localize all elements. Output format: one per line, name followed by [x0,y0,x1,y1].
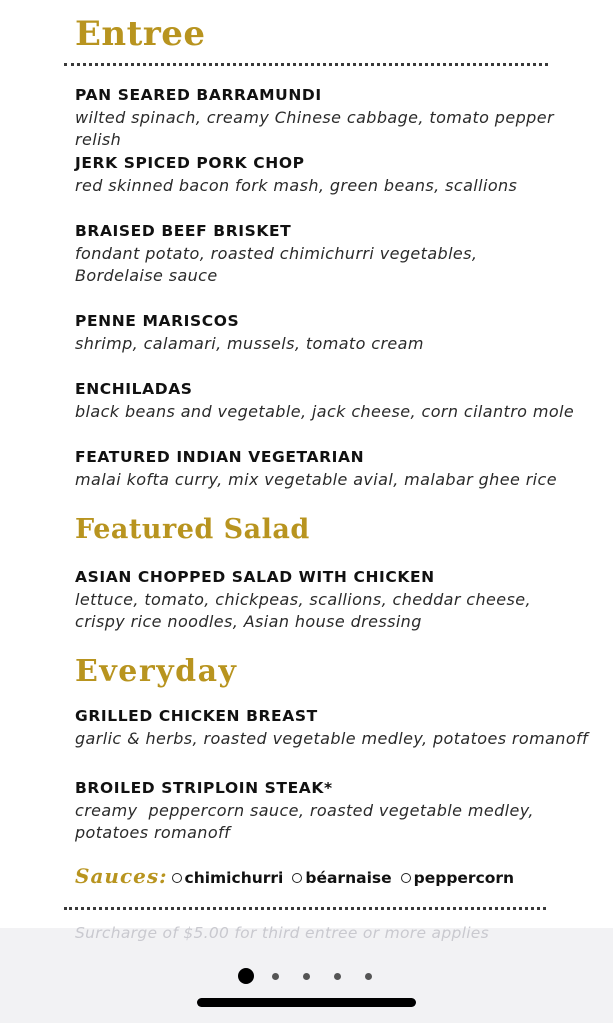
menu-item [75,566,605,633]
item-name: PAN SEARED BARRAMUNDI [75,86,322,104]
page-dot-5[interactable] [365,973,372,980]
item-description: fondant potato, roasted chimichurri vegetables, Bordelaise sauce [75,244,478,285]
dotted-divider [64,63,548,66]
page-dot-4[interactable] [334,973,341,980]
page-dot-2[interactable] [272,973,279,980]
sauce-label: chimichurri [184,869,284,887]
item-description: lettuce, tomato, chickpeas, scallions, cheddar cheese, crispy rice noodles, Asian house dressing [75,590,531,631]
sauce-label: peppercorn [413,869,515,887]
item-name: FEATURED INDIAN VEGETARIAN [75,448,365,466]
section-title-everyday: Everyday [75,654,238,689]
item-name: ENCHILADAS [75,380,193,398]
sauce-option-bearnaise[interactable] [292,869,391,887]
item-description: shrimp, calamari, mussels, tomato cream [75,334,424,353]
home-indicator[interactable] [197,998,416,1007]
menu-item [75,152,605,197]
sauces-title: Sauces: [75,864,168,888]
item-name: PENNE MARISCOS [75,312,240,330]
menu-item [75,378,605,423]
item-description: wilted spinach, creamy Chinese cabbage, tomato pepper relish [75,108,554,149]
item-description: malai kofta curry, mix vegetable avial, malabar ghee rice [75,470,557,489]
item-name: BRAISED BEEF BRISKET [75,222,292,240]
radio-circle-icon [292,873,302,883]
sauce-option-peppercorn[interactable] [401,869,514,887]
dotted-divider [64,907,546,910]
radio-circle-icon [172,873,182,883]
section-title-entree: Entree [75,14,206,54]
item-name: GRILLED CHICKEN BREAST [75,707,318,725]
item-description: garlic & herbs, roasted vegetable medley, potatoes romanoff [75,729,589,748]
menu-item [75,446,605,491]
item-name: BROILED STRIPLOIN STEAK* [75,779,333,797]
item-description: red skinned bacon fork mash, green beans, scallions [75,176,518,195]
item-name: JERK SPICED PORK CHOP [75,154,305,172]
radio-circle-icon [401,873,411,883]
section-title-featured-salad: Featured Salad [75,514,310,545]
menu-item [75,777,605,844]
sauces-selector [75,864,523,888]
menu-item [75,84,605,151]
menu-item [75,310,605,355]
sauce-label: béarnaise [305,869,392,887]
menu-item [75,220,605,287]
item-description: black beans and vegetable, jack cheese, corn cilantro mole [75,402,575,421]
page-dot-1[interactable] [238,968,254,984]
sauce-option-chimichurri[interactable] [172,869,284,887]
item-name: ASIAN CHOPPED SALAD WITH CHICKEN [75,568,435,586]
page-indicator[interactable] [0,968,613,984]
menu-item [75,705,605,750]
item-description: creamy peppercorn sauce, roasted vegetable medley, potatoes romanoff [75,801,534,842]
page-dot-3[interactable] [303,973,310,980]
surcharge-note: Surcharge of $5.00 for third entree or more applies [75,924,490,942]
